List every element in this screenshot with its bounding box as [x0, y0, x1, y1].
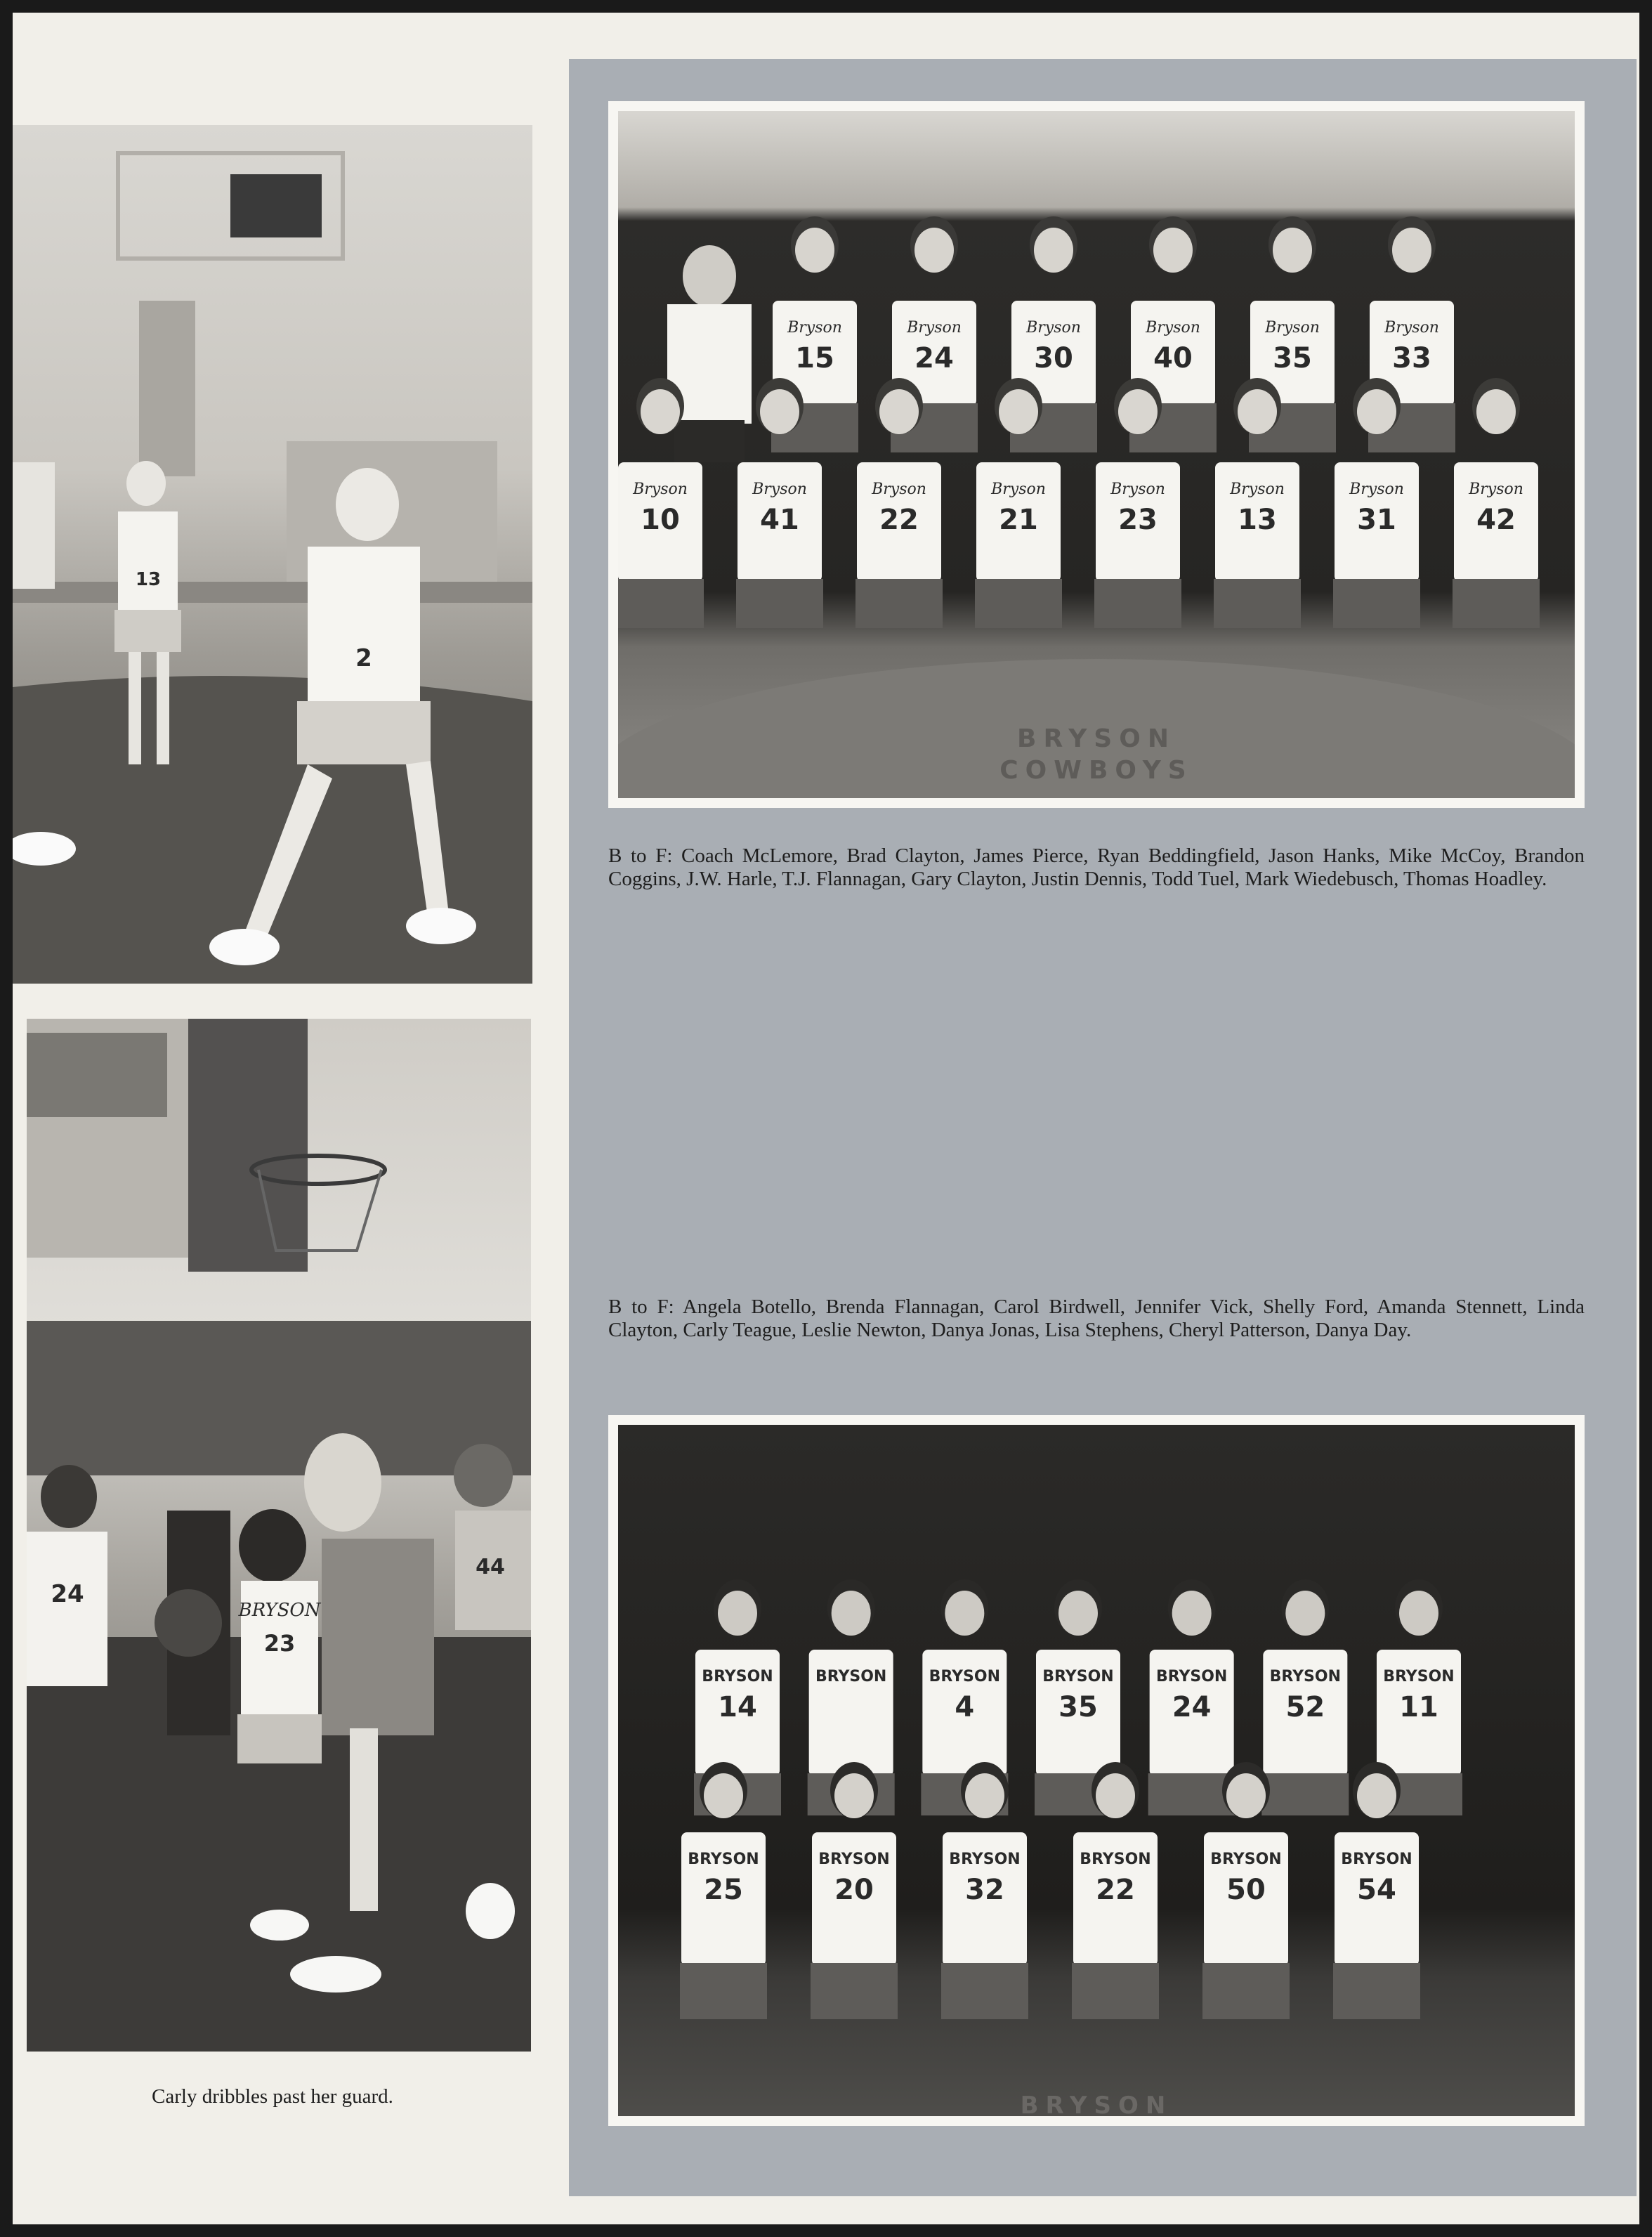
boys-team-caption: B to F: Coach McLemore, Brad Clayton, James Pierce, Ryan Beddingfield, Jason Hanks, Mike McCoy, Brandon Coggins, J.W. Harle, T.J. Flannagan, Gary Clayton, Justin Dennis, Todd Tuel, Mark Wiedebusch, Thomas Hoadley. — [608, 844, 1585, 890]
jersey-text: Bryson — [1230, 481, 1285, 498]
jersey-text: Bryson — [1265, 319, 1320, 337]
jersey-text: Bryson — [1026, 319, 1081, 337]
jersey-text: Bryson — [1469, 481, 1523, 498]
floor-text: COWBOYS — [999, 756, 1193, 785]
jersey-number: 2 — [355, 644, 372, 672]
jersey-number: 11 — [1399, 1691, 1438, 1723]
jersey-number: 14 — [718, 1691, 757, 1723]
jersey-number: 52 — [1285, 1691, 1325, 1723]
jersey-text: BRYSON — [1341, 1851, 1412, 1868]
team-player — [1148, 1579, 1235, 1815]
jersey-text: BRYSON — [1155, 1668, 1228, 1685]
jersey-number: 23 — [1118, 504, 1158, 536]
team-photos-panel — [569, 59, 1637, 2196]
jersey-text: Bryson — [1146, 319, 1200, 337]
jersey-number: 13 — [135, 569, 162, 590]
jersey-text: BRYSON — [1080, 1851, 1151, 1868]
boys-action-photo — [13, 125, 532, 984]
jersey-text: Bryson — [752, 481, 807, 498]
girls-team-caption: B to F: Angela Botello, Brenda Flannagan, Carol Birdwell, Jennifer Vick, Shelly Ford, Amanda Stennett, Linda Clayton, Carly Teague, Leslie Newton, Danya Jonas, Lisa Stephens, Cheryl Patterson, Danya Day. — [608, 1296, 1585, 1341]
boys-team-photo — [618, 111, 1575, 798]
jersey-number: 4 — [955, 1691, 975, 1723]
boys-team-photo-frame — [608, 101, 1585, 808]
jersey-text: Bryson — [872, 481, 926, 498]
jersey-text: BRYSON — [1042, 1668, 1114, 1685]
jersey-number: 24 — [1172, 1691, 1212, 1723]
floor-text: BRYSON — [1020, 2092, 1173, 2116]
jersey-text: BRYSON — [949, 1851, 1021, 1868]
jersey-text: BRYSON — [688, 1851, 759, 1868]
jersey-number: 40 — [1153, 342, 1193, 374]
jersey-text: Bryson — [1110, 481, 1165, 498]
floor-text: BRYSON — [1017, 724, 1176, 753]
team-player — [1453, 378, 1540, 628]
girls-team-photo — [618, 1425, 1575, 2116]
jersey-number: 30 — [1034, 342, 1073, 374]
yearbook-page — [13, 13, 1639, 2224]
jersey-text: BRYSON — [238, 1600, 321, 1621]
jersey-number: 35 — [1273, 342, 1312, 374]
jersey-text: BRYSON — [818, 1851, 890, 1868]
jersey-number: 54 — [1357, 1874, 1396, 1906]
jersey-number: 33 — [1392, 342, 1431, 374]
jersey-text: Bryson — [633, 481, 688, 498]
jersey-number: 24 — [51, 1580, 84, 1608]
jersey-text: BRYSON — [1269, 1668, 1342, 1685]
girls-action-caption: Carly dribbles past her guard. — [152, 2085, 393, 2108]
jersey-number: 50 — [1226, 1874, 1266, 1906]
jersey-text: Bryson — [1349, 481, 1404, 498]
jersey-number: 35 — [1058, 1691, 1098, 1723]
girls-action-photo — [27, 1019, 531, 2052]
jersey-number: 25 — [704, 1874, 743, 1906]
jersey-number: 20 — [834, 1874, 874, 1906]
jersey-number: 21 — [999, 504, 1038, 536]
jersey-number: 22 — [879, 504, 919, 536]
jersey-text: BRYSON — [702, 1668, 773, 1685]
jersey-number: 15 — [795, 342, 834, 374]
jersey-number: 44 — [476, 1555, 505, 1579]
jersey-number: 23 — [263, 1630, 296, 1657]
jersey-number: 10 — [641, 504, 680, 536]
jersey-text: BRYSON — [1210, 1851, 1282, 1868]
jersey-number: 22 — [1096, 1874, 1135, 1906]
jersey-number: 32 — [965, 1874, 1004, 1906]
jersey-number: 24 — [914, 342, 954, 374]
jersey-text: BRYSON — [815, 1668, 887, 1685]
jersey-text: Bryson — [991, 481, 1046, 498]
jersey-text: BRYSON — [1383, 1668, 1455, 1685]
jersey-number: 42 — [1476, 504, 1516, 536]
jersey-number: 31 — [1357, 504, 1396, 536]
jersey-number: 41 — [760, 504, 799, 536]
jersey-text: BRYSON — [929, 1668, 1001, 1685]
jersey-number: 13 — [1238, 504, 1277, 536]
jersey-text: Bryson — [1384, 319, 1439, 337]
team-player — [1261, 1579, 1349, 1815]
girls-team-photo-frame — [608, 1415, 1585, 2126]
jersey-text: Bryson — [907, 319, 962, 337]
jersey-text: Bryson — [787, 319, 842, 337]
